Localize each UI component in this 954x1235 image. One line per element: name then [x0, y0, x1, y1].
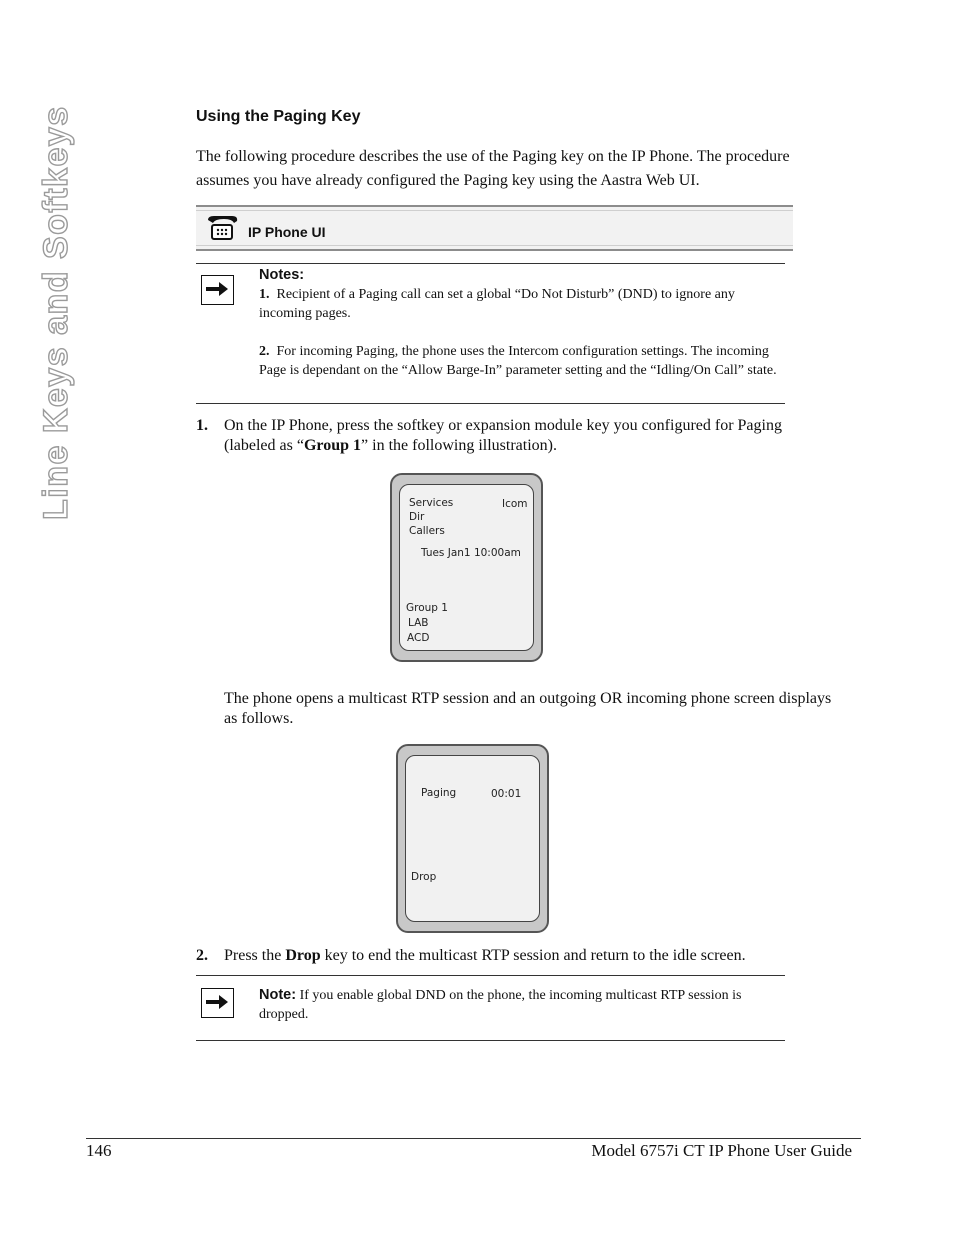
note-item-text: Recipient of a Paging call can set a global “Do Not Disturb” (DND) to ignore any incoming pages. — [259, 287, 735, 321]
step-number: 2. — [196, 947, 208, 964]
step-1 — [196, 416, 786, 456]
softkey-icom[interactable]: Icom — [502, 498, 528, 510]
softkey-dir[interactable]: Dir — [409, 511, 425, 523]
paging-status: Paging — [421, 787, 457, 799]
phone-display-paging — [396, 744, 549, 933]
paging-timer: 00:01 — [491, 788, 522, 800]
page-number: 146 — [86, 1141, 112, 1160]
ui-bar-label: IP Phone UI — [248, 224, 326, 240]
phone-display-idle — [390, 473, 543, 662]
side-tab-title: Line Keys and Softkeys — [37, 105, 75, 520]
phone-screen — [405, 755, 540, 922]
note-arrow-icon — [201, 275, 234, 305]
softkey-lab[interactable]: LAB — [408, 617, 429, 629]
note-item — [259, 342, 779, 380]
softkey-group-1[interactable]: Group 1 — [406, 602, 448, 614]
datetime-display: Tues Jan1 10:00am — [421, 547, 521, 559]
step-text: On the IP Phone, press the softkey or expansion module key you configured for Paging (labeled as “Group 1” in the following illustration). — [224, 417, 782, 454]
note-content — [259, 986, 779, 1024]
note-box — [196, 975, 785, 1041]
note-item — [259, 285, 779, 323]
intro-paragraph: The following procedure describes the use of the Paging key on the IP Phone. The procedure assumes you have already configured the Paging key using the Aastra Web UI. — [196, 148, 790, 189]
note-text: If you enable global DND on the phone, the incoming multicast RTP session is dropped. — [259, 988, 742, 1022]
note-item-text: For incoming Paging, the phone uses the Intercom configuration settings. The incoming Page is dependant on the “Allow Barge-In” parameter setting and the “Idling/On Call” state. — [259, 344, 777, 378]
notes-title: Notes: — [259, 267, 305, 283]
note-item-number: 1. — [259, 287, 270, 302]
footer-rule — [86, 1138, 861, 1139]
softkey-acd[interactable]: ACD — [407, 632, 430, 644]
footer-title: Model 6757i CT IP Phone User Guide — [591, 1141, 852, 1160]
softkey-services[interactable]: Services — [409, 497, 454, 509]
notes-content — [259, 266, 779, 380]
phone-screen — [399, 484, 534, 651]
note-item-number: 2. — [259, 344, 270, 359]
multicast-paragraph: The phone opens a multicast RTP session and an outgoing OR incoming phone screen displays as follows. — [224, 690, 832, 727]
phone-icon — [204, 214, 240, 247]
note-arrow-icon — [201, 988, 234, 1018]
step-text: Press the Drop key to end the multicast RTP session and return to the idle screen. — [224, 947, 746, 964]
note-title: Note: — [259, 987, 297, 1003]
ip-phone-ui-bar — [196, 205, 793, 251]
softkey-callers[interactable]: Callers — [409, 525, 445, 537]
section-heading: Using the Paging Key — [196, 108, 361, 125]
notes-box — [196, 263, 785, 404]
step-number: 1. — [196, 417, 208, 434]
step-2 — [196, 946, 796, 966]
softkey-drop[interactable]: Drop — [411, 871, 437, 883]
